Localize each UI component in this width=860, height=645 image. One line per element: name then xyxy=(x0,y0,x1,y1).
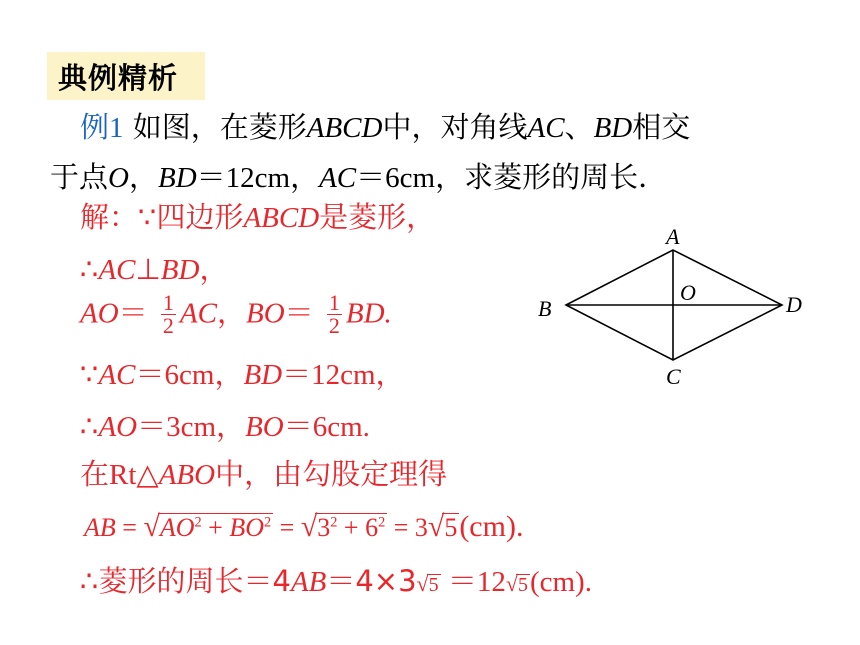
text: 3 xyxy=(317,513,331,542)
text: ＝4×3 xyxy=(326,564,417,598)
exponent: 2 xyxy=(264,514,272,531)
var: BD xyxy=(160,254,200,286)
text: ， xyxy=(128,160,158,194)
var: BO xyxy=(245,411,284,443)
var: BO xyxy=(229,513,265,542)
radicand-2 xyxy=(315,513,387,541)
var: AB xyxy=(84,513,116,542)
text: ＝12cm， xyxy=(282,359,405,391)
rhombus-diagram xyxy=(520,220,820,390)
fraction-half-2 xyxy=(327,292,342,337)
var: BD xyxy=(593,112,633,144)
radical-sign: √ xyxy=(427,510,445,543)
text: 是菱形， xyxy=(319,200,436,234)
text: ＝12 xyxy=(440,566,506,598)
var: ABCD xyxy=(243,202,320,234)
radicand-1 xyxy=(158,513,273,541)
var: AC xyxy=(179,297,217,330)
solution-line-6 xyxy=(80,457,448,491)
solution-line-5 xyxy=(80,409,370,443)
problem-line-2 xyxy=(50,160,668,194)
text: 解：∵四边形 xyxy=(80,200,244,234)
text: ＝6cm， xyxy=(135,359,244,391)
radical-sign: √ xyxy=(505,571,518,596)
solution-line-1 xyxy=(80,200,436,234)
text: 在Rt△ xyxy=(80,459,159,491)
var: AO xyxy=(98,411,138,443)
text: = 3 xyxy=(387,513,428,542)
text: ＝3cm， xyxy=(137,411,246,443)
var: ABCD xyxy=(306,112,383,144)
exponent: 2 xyxy=(194,514,202,531)
text: = xyxy=(273,513,301,542)
unit: (cm). xyxy=(529,566,592,598)
numerator: 1 xyxy=(328,290,340,315)
therefore-symbol: ∴ xyxy=(80,252,99,286)
solution-line-2 xyxy=(80,252,229,286)
var: AO xyxy=(80,297,119,330)
radical-sign: √ xyxy=(300,510,318,543)
exponent: 2 xyxy=(378,514,386,531)
vertex-label-b: B xyxy=(538,296,552,321)
text: = xyxy=(115,513,144,542)
solution-line-4 xyxy=(80,357,405,391)
center-label-o: O xyxy=(680,280,696,305)
var: BO xyxy=(245,297,285,330)
unit: (cm). xyxy=(459,510,524,543)
vertex-label-a: A xyxy=(666,224,680,249)
exponent: 2 xyxy=(330,514,338,531)
denominator: 2 xyxy=(328,313,340,338)
section-heading: 典例精析 xyxy=(58,61,179,95)
vertex-label-d: D xyxy=(786,292,802,317)
denominator: 2 xyxy=(162,313,174,338)
text: ＝ xyxy=(284,295,314,330)
radicand: 5 xyxy=(517,574,528,596)
solution-line-7 xyxy=(84,512,523,542)
example-label: 例1 xyxy=(80,112,124,144)
var: AC xyxy=(98,254,136,286)
because-symbol: ∵ xyxy=(80,357,99,391)
var: AC xyxy=(527,112,565,144)
text: 中，由勾股定理得 xyxy=(215,457,448,491)
text: ＝6cm. xyxy=(283,411,370,443)
text: + 6 xyxy=(337,513,379,542)
var: AB xyxy=(290,566,327,598)
text: ＝ xyxy=(118,295,148,330)
var: AC xyxy=(319,162,357,194)
therefore-symbol: ∴ xyxy=(80,409,99,443)
perp-symbol: ⊥ xyxy=(135,252,161,286)
var: AC xyxy=(98,359,136,391)
radicand-3: 5 xyxy=(444,513,458,542)
var: BD xyxy=(243,359,283,391)
text: ∴菱形的周长＝4 xyxy=(80,564,291,598)
text: 于点 xyxy=(50,160,109,194)
var: BD xyxy=(157,162,197,194)
numerator: 1 xyxy=(162,290,174,315)
var: BD. xyxy=(345,297,392,330)
radicand: 5 xyxy=(428,574,439,596)
text: ， xyxy=(216,295,246,330)
text: ， xyxy=(199,252,229,286)
fraction-half-1 xyxy=(161,292,176,337)
text: 如图，在菱形 xyxy=(132,110,307,144)
problem-line-1 xyxy=(80,110,691,144)
radical-sign: √ xyxy=(143,510,160,543)
text: ＝6cm，求菱形的周长． xyxy=(356,162,668,194)
var: ABO xyxy=(158,459,216,491)
text: 中，对角线 xyxy=(382,110,528,144)
vertex-label-c: C xyxy=(666,364,681,389)
text: ＝12cm， xyxy=(196,162,320,194)
solution-line-3 xyxy=(80,292,392,337)
text: 相交 xyxy=(632,110,691,144)
solution-line-8 xyxy=(80,564,592,598)
text: + xyxy=(201,513,230,542)
var: AO xyxy=(159,513,195,542)
radical-sign: √ xyxy=(416,571,429,596)
text: 、 xyxy=(564,110,594,144)
var: O xyxy=(108,162,129,194)
